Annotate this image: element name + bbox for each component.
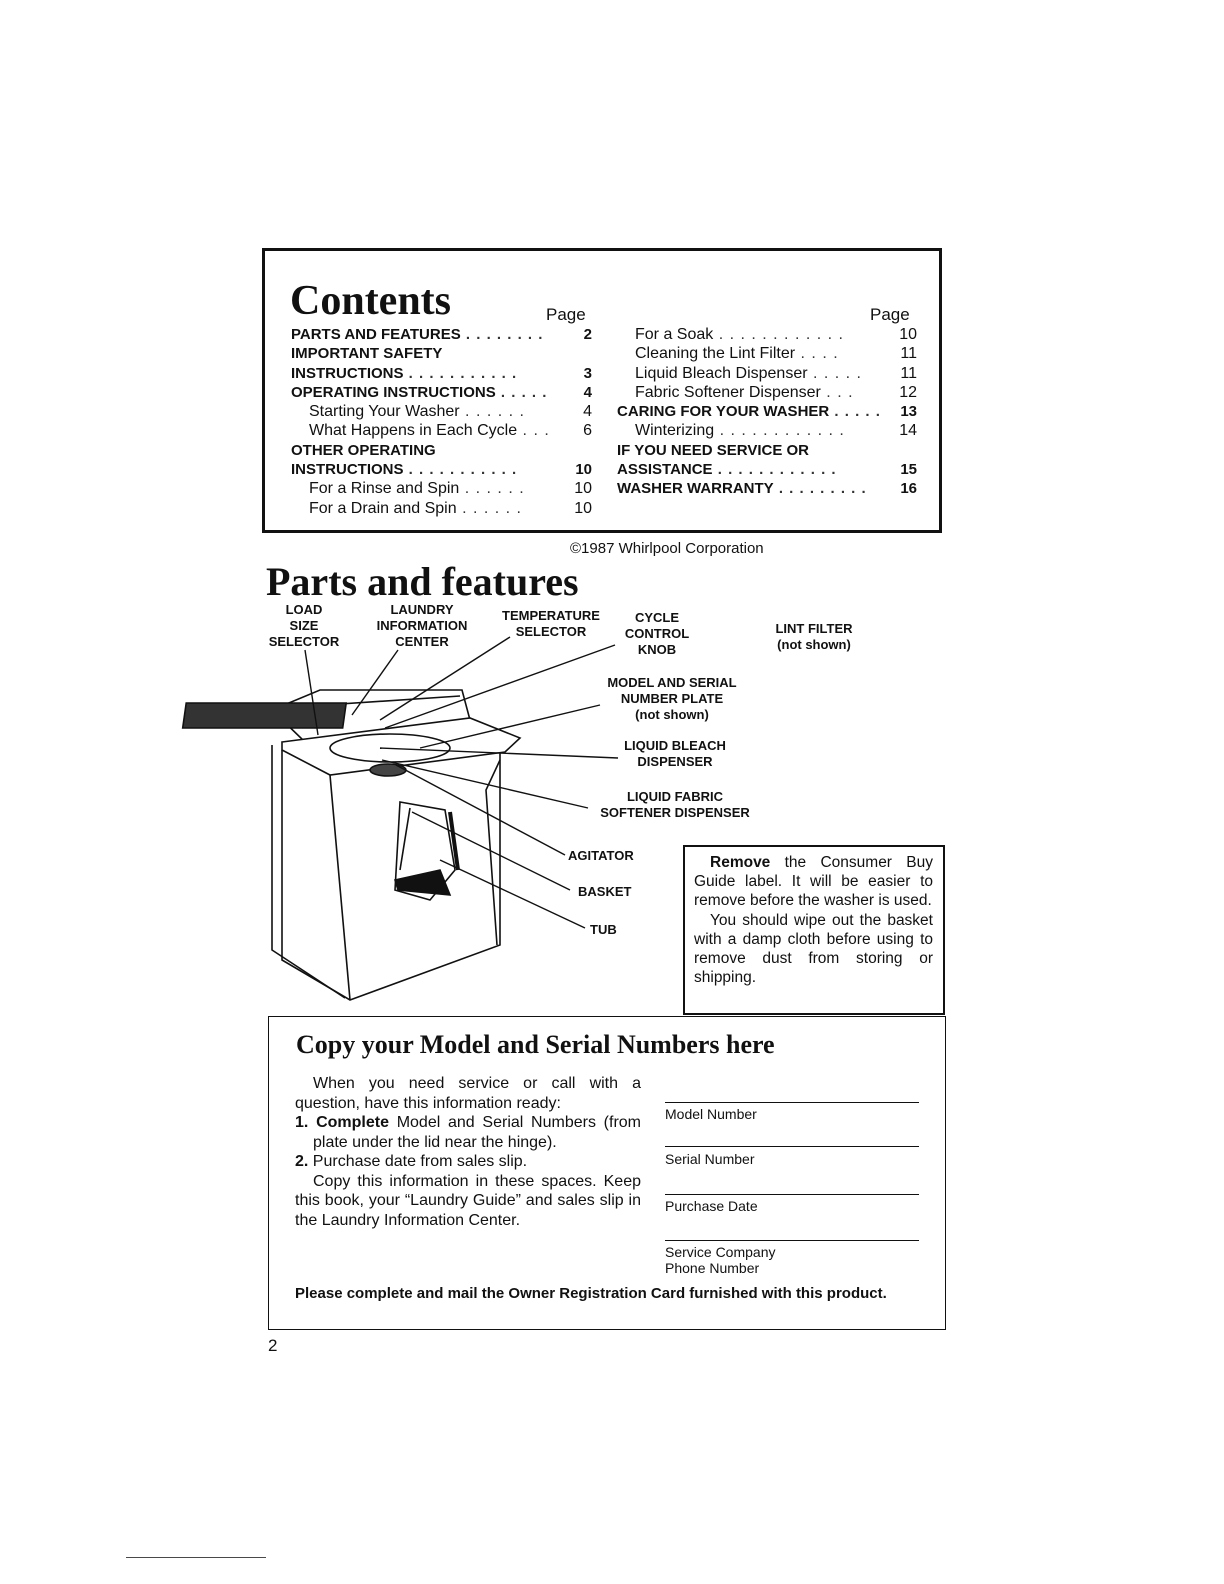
toc-entry-label: What Happens in Each Cycle (309, 422, 518, 440)
remove-label-note (683, 845, 945, 1015)
step2-text: Purchase date from sales slip. (308, 1153, 528, 1170)
toc-leader-dots: . . . (517, 422, 550, 440)
toc-entry-page: 3 (580, 364, 592, 383)
toc-leader-dots: . . . . . (829, 403, 881, 421)
step1-bold: Complete (316, 1114, 389, 1131)
page-column-label-left: Page (546, 305, 586, 324)
callout-basket: BASKET (578, 884, 632, 899)
page-column-label-right: Page (870, 305, 910, 324)
toc-leader-dots: . . . (820, 383, 854, 401)
toc-entry-label: ASSISTANCE (617, 461, 713, 479)
toc-entry-label: For a Soak (635, 326, 714, 343)
toc-entry-label: Cleaning the Lint Filter (635, 345, 796, 363)
parts-title: Parts and features (266, 559, 579, 604)
step1-text: Model and Serial Numbers (from plate under the lid near the hinge). (313, 1114, 642, 1151)
toc-entry-page: 11 (896, 364, 917, 383)
toc-leader-dots: . . . . . (807, 364, 862, 382)
step2-number: 2. (295, 1153, 309, 1170)
remove-bold: Remove (710, 854, 771, 871)
toc-entry-page: 4 (580, 383, 592, 402)
toc-entry-label: WASHER WARRANTY (617, 480, 774, 498)
toc-leader-dots: . . . . . . (459, 403, 525, 421)
toc-entry-label: For a Rinse and Spin (309, 480, 460, 498)
copy-text: Copy this information in these spaces. Keep this book, your “Laundry Guide” and sales slip in the Laundry Information Center. (295, 1172, 641, 1229)
callout-agitator: AGITATOR (568, 848, 634, 863)
toc-entry-page: 13 (896, 402, 917, 421)
callout-liquid-bleach-dispenser: LIQUID BLEACH DISPENSER (624, 738, 726, 769)
purchase-date-line (665, 1194, 919, 1195)
toc-entry-label: OPERATING INSTRUCTIONS (291, 383, 496, 401)
page-number: 2 (268, 1336, 278, 1355)
step1-number: 1. (295, 1114, 309, 1131)
toc-entry-label: Starting Your Washer (309, 403, 460, 421)
toc-entry-label: For a Drain and Spin (309, 499, 457, 517)
toc-entry-page: 16 (896, 479, 917, 498)
toc-entry-page: 10 (570, 479, 592, 498)
toc-entry-page: 6 (579, 421, 592, 440)
serial-number-line (665, 1146, 919, 1147)
purchase-date-label: Purchase Date (665, 1198, 758, 1214)
toc-entry-label: PARTS AND FEATURES (291, 326, 461, 343)
callout-cycle-control-knob: CYCLE CONTROL KNOB (624, 610, 690, 657)
toc-entry-page: 2 (580, 325, 592, 344)
service-company-line (665, 1240, 919, 1241)
callout-lint-filter: LINT FILTER (not shown) (775, 621, 853, 652)
serial-intro: When you need service or call with a question, have this information ready: (295, 1075, 641, 1112)
model-number-label: Model Number (665, 1106, 757, 1122)
callout-load-size-selector: LOAD SIZE SELECTOR (268, 602, 340, 649)
remove-text-2: You should wipe out the basket with a damp cloth before using to remove dust from storing or shipping. (694, 911, 933, 987)
toc-entry-label: INSTRUCTIONS (291, 461, 404, 479)
toc-entry-page: 14 (895, 421, 917, 440)
toc-entry-label: Winterizing (635, 422, 715, 440)
toc-leader-dots: . . . . (795, 345, 839, 363)
toc-leader-dots: . . . . . . . . . . . . (712, 461, 837, 479)
toc-leader-dots: . . . . . . . . . . . . (713, 326, 844, 343)
toc-leader-dots: . . . . . . . . . . . . (714, 422, 845, 440)
toc-entry-page: 12 (895, 383, 917, 402)
remove-text-1: the Consumer Buy Guide label. It will be easier to remove before the washer is used. (694, 854, 933, 910)
toc-entry-label: Liquid Bleach Dispenser (635, 364, 808, 382)
service-company-label: Service Company Phone Number (665, 1244, 776, 1276)
toc-leader-dots: . . . . . . . . (460, 326, 544, 343)
callout-tub: TUB (590, 922, 617, 937)
toc-leader-dots: . . . . . . . . . . . (403, 364, 518, 382)
serial-instructions (295, 1074, 641, 1230)
toc-entry-page: 15 (896, 460, 917, 479)
toc-entry-page: 4 (579, 402, 592, 421)
toc-entry-label: CARING FOR YOUR WASHER (617, 403, 830, 421)
toc-entry-label: INSTRUCTIONS (291, 364, 404, 382)
toc-entry-page: 10 (571, 460, 592, 479)
callout-liquid-fabric-softener: LIQUID FABRIC SOFTENER DISPENSER (600, 789, 750, 820)
toc-entry-page: 11 (896, 344, 917, 363)
toc-entry-label: Fabric Softener Dispenser (635, 383, 821, 401)
toc-leader-dots: . . . . . (495, 383, 548, 401)
footer-rule (126, 1557, 266, 1558)
toc-entry-page: 10 (895, 325, 917, 344)
toc-leader-dots: . . . . . . (459, 480, 525, 498)
model-number-line (665, 1102, 919, 1103)
toc-entry-label: IMPORTANT SAFETY (291, 345, 443, 363)
callout-laundry-information-center: LAUNDRY INFORMATION CENTER (376, 602, 468, 649)
serial-number-label: Serial Number (665, 1151, 755, 1167)
callout-model-serial-plate: MODEL AND SERIAL NUMBER PLATE (not shown) (607, 675, 737, 722)
copyright: ©1987 Whirlpool Corporation (570, 540, 764, 557)
toc-entry-label: OTHER OPERATING (291, 441, 436, 459)
toc-entry-page: 10 (570, 499, 592, 518)
toc-leader-dots: . . . . . . (456, 499, 522, 517)
callout-temperature-selector: TEMPERATURE SELECTOR (502, 608, 600, 639)
toc-leader-dots: . . . . . . . . . . . (403, 461, 518, 479)
toc-entry-label: IF YOU NEED SERVICE OR (617, 441, 809, 459)
registration-note: Please complete and mail the Owner Registration Card furnished with this product. (295, 1285, 887, 1302)
serial-title: Copy your Model and Serial Numbers here (296, 1030, 775, 1059)
contents-title: Contents (290, 278, 452, 324)
toc-leader-dots: . . . . . . . . . (773, 480, 867, 498)
